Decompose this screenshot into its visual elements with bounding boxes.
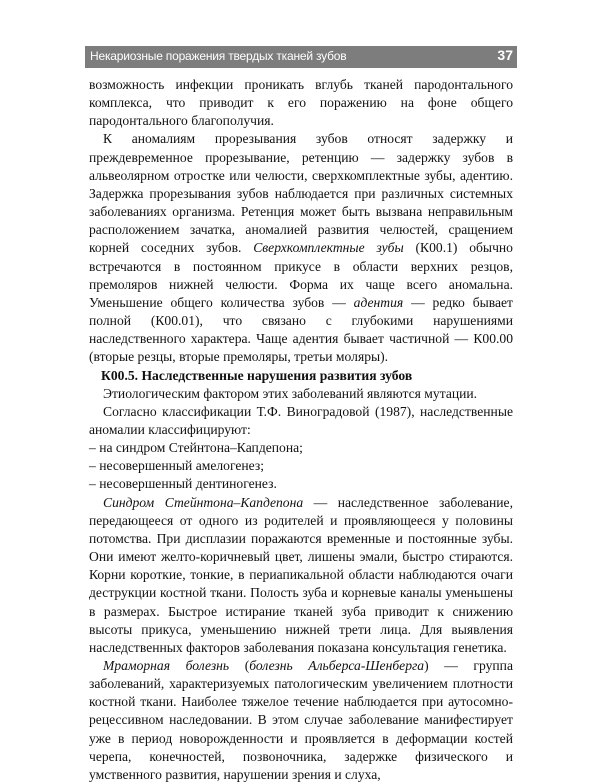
list-item: – несовершенный амелогенез; (89, 458, 264, 474)
term-marble-disease: Мраморная болезнь (103, 658, 230, 673)
paragraph-continuation: возможность инфекции проникать вглубь тканей пародонтального комплекса, что приводит к его поражению на фоне общего пародонтального благополучия. (89, 77, 513, 129)
section-heading: К00.5. Наследственные нарушения развития зубов (101, 367, 413, 383)
body-text (89, 76, 513, 784)
paragraph-stainton-capdepont (89, 494, 513, 657)
text-run: (К00.1) обычно встречаются в постоянном прикусе в области верхних резцов, премоляров нижней челюсти. Форма их чаще всего аномальна. Уменьшение общего количества зубов — (89, 240, 513, 310)
running-header (85, 46, 517, 68)
paragraph-classification: Согласно классификации Т.Ф. Виноградовой (1987), наследственные аномалии классифицируют: (89, 403, 513, 437)
page-number: 37 (497, 47, 513, 63)
text-run: — редко бывает полной (К00.01), что связано с глубокими нарушениями наследственного характера. Чаще адентия бывает частичной — К00.00 (вторые резцы, вторые премоляры, третьи моляры). (89, 294, 513, 365)
text-run: ) — группа заболеваний, характеризуемых патологическим увеличением плотности костной ткани. Наиболее тяжелое течение наблюдается при аутосомно-рецессивном наследовании. В этом случае заболевание манифестирует уже в период новорожденности и проявляется в деформации костей черепа, конечностей, позвоночника, задержке физического и умственного развития, нарушении зрения и слуха, (89, 658, 513, 782)
term-stainton-capdepont: Синдром Стейнтона–Капдепона (103, 494, 304, 510)
list-item: – на синдром Стейнтона–Капдепона; (89, 440, 303, 456)
paragraph-etiology: Этиологическим фактором этих заболеваний являются мутации. (103, 385, 478, 401)
term-supernumerary: Сверхкомплектные зубы (253, 240, 404, 256)
text-run: К аномалиям прорезывания зубов относят задержку и преждевременное прорезывание, ретенцию — задержку зубов в альвеолярном отростке или челюсти, сверхкомплектные зубы, адентию. Задержка прорезывания зубов наблюдается при различных системных заболеваниях организма. Ретенция может быть вызвана неправильным расположением зачатка, аномалией развития челюстей, сращением корней соседних зубов. (89, 131, 513, 256)
list-item: – несовершенный дентиногенез. (89, 476, 277, 492)
text-run: — наследственное заболевание, передающееся от одного из родителей и проявляющееся у половины потомства. При дисплазии поражаются временные и постоянные зубы. Они имеют желто-коричневый цвет, лишены эмали, быстро стираются. Корни короткие, тонкие, в периапикальной области наблюдаются очаги деструкции костной ткани. Полость зуба и корневые каналы уменьшены в размерах. Быстрое истирание тканей зуба приводит к снижению высоты прикуса, уменьшению нижней трети лица. Для выявления наследственных факторов заболевания показана консультация генетика. (89, 494, 513, 655)
term-albers-schonberg: болезнь Альберса-Шенберга (249, 658, 425, 673)
running-header-title: Некариозные поражения твердых тканей зубов (90, 49, 347, 63)
term-adentia: адентия (353, 294, 404, 310)
paragraph-eruption-anomalies (89, 130, 513, 366)
paragraph-marble-disease (89, 657, 513, 784)
text-run: ( (229, 658, 250, 673)
